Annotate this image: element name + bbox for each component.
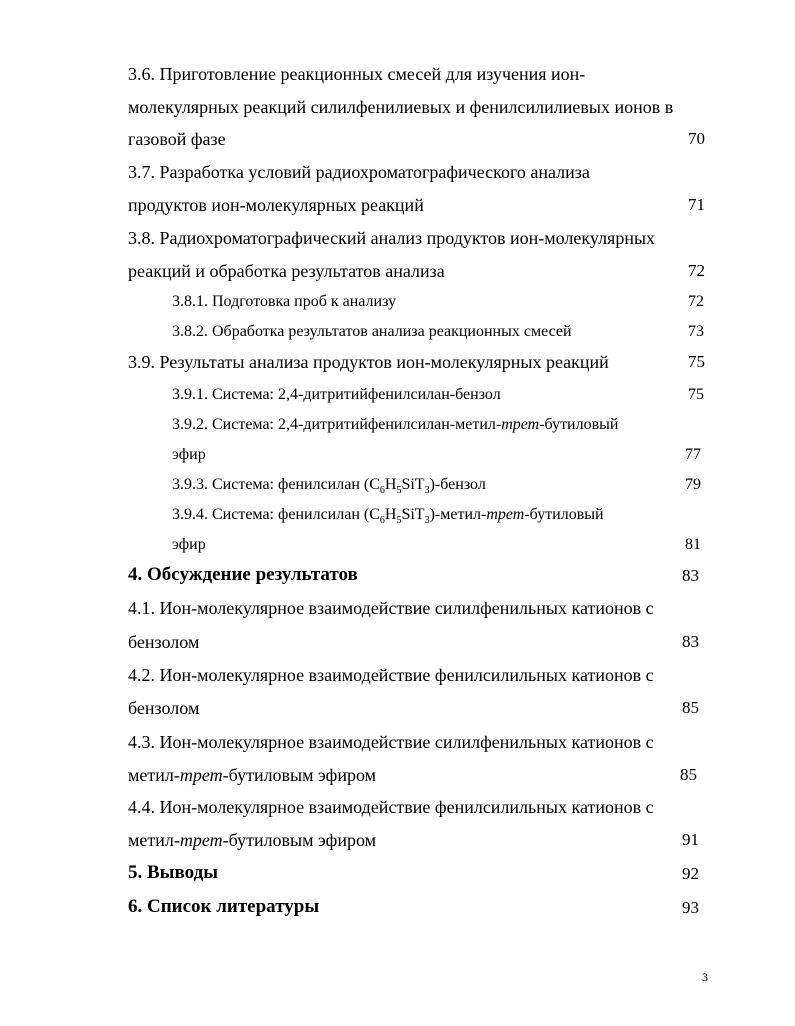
toc-3-9: 3.9. Результаты анализа продуктов ион-молекулярных реакций	[128, 352, 609, 372]
toc-4-2-line2: бензолом	[128, 698, 200, 718]
toc-3-8-2-page: 73	[688, 323, 704, 340]
toc-4-4-line1: 4.4. Ион-молекулярное взаимодействие фенилсилильных катионов с	[128, 797, 654, 817]
toc-3-6-line3: газовой фазе	[128, 129, 226, 149]
toc-4-1-line2: бензолом	[128, 632, 200, 652]
toc-4-3-line2: метил-трет-бутиловым эфиром	[128, 765, 377, 785]
toc-3-9-3: 3.9.3. Система: фенилсилан $(C_6H_5SiT_3)$-бензол	[172, 476, 486, 497]
toc-3-7-page: 71	[688, 195, 705, 214]
toc-4-2-line1: 4.2. Ион-молекулярное взаимодействие фенилсилильных катионов с	[128, 665, 654, 685]
toc-3-9-1-page: 75	[688, 386, 704, 403]
toc-3-9-3-page: 79	[685, 476, 701, 493]
toc-4-heading: 4. Обсуждение результатов	[128, 564, 358, 585]
toc-4-2-page: 85	[682, 698, 699, 717]
toc-4-4-page: 91	[682, 830, 699, 849]
toc-5-page: 92	[682, 864, 699, 883]
toc-3-6-page: 70	[688, 129, 705, 148]
toc-3-6-line2: молекулярных реакций силилфенилиевых и фенилсилилиевых ионов в	[128, 97, 674, 117]
toc-4-1-page: 83	[682, 632, 699, 651]
toc-5-heading: 5. Выводы	[128, 862, 219, 883]
toc-3-9-page: 75	[688, 352, 705, 371]
toc-4-page: 83	[682, 566, 699, 585]
toc-4-4-line2: метил-трет-бутиловым эфиром	[128, 830, 377, 850]
toc-3-7-line2: продуктов ион-молекулярных реакций	[128, 195, 424, 215]
page-number: 3	[702, 970, 708, 984]
toc-3-9-1: 3.9.1. Система: 2,4-дитритийфенилсилан-бензол	[172, 386, 501, 403]
toc-3-9-2-line1: 3.9.2. Система: 2,4-дитритийфенилсилан-метил-трет-бутиловый	[172, 416, 619, 433]
toc-3-9-2-line2: эфир	[172, 446, 206, 463]
toc-3-7-line1: 3.7. Разработка условий радиохроматографического анализа	[128, 162, 590, 182]
toc-4-3-line1: 4.3. Ион-молекулярное взаимодействие силилфенильных катионов с	[128, 732, 654, 752]
toc-3-9-4-line2: эфир	[172, 536, 206, 553]
toc-6-heading: 6. Список литературы	[128, 896, 320, 917]
toc-3-9-2-page: 77	[685, 446, 701, 463]
toc-3-8-1-page: 72	[688, 293, 704, 310]
toc-3-8-1: 3.8.1. Подготовка проб к анализу	[172, 293, 397, 310]
toc-3-6-line1: 3.6. Приготовление реакционных смесей для изучения ион-	[128, 64, 586, 84]
toc-6-page: 93	[682, 898, 699, 917]
toc-3-9-4-line1: 3.9.4. Система: фенилсилан $(C_6H_5SiT_3)-метил-трет$-бутиловый	[172, 506, 604, 527]
toc-3-9-4-page: 81	[685, 536, 701, 553]
toc-3-8-page: 72	[688, 261, 705, 280]
toc-4-3-page: 85	[680, 765, 697, 784]
toc-3-8-2: 3.8.2. Обработка результатов анализа реакционных смесей	[172, 323, 572, 340]
toc-3-8-line2: реакций и обработка результатов анализа	[128, 261, 445, 281]
toc-3-8-line1: 3.8. Радиохроматографический анализ продуктов ион-молекулярных	[128, 228, 656, 248]
toc-4-1-line1: 4.1. Ион-молекулярное взаимодействие силилфенильных катионов с	[128, 598, 654, 618]
